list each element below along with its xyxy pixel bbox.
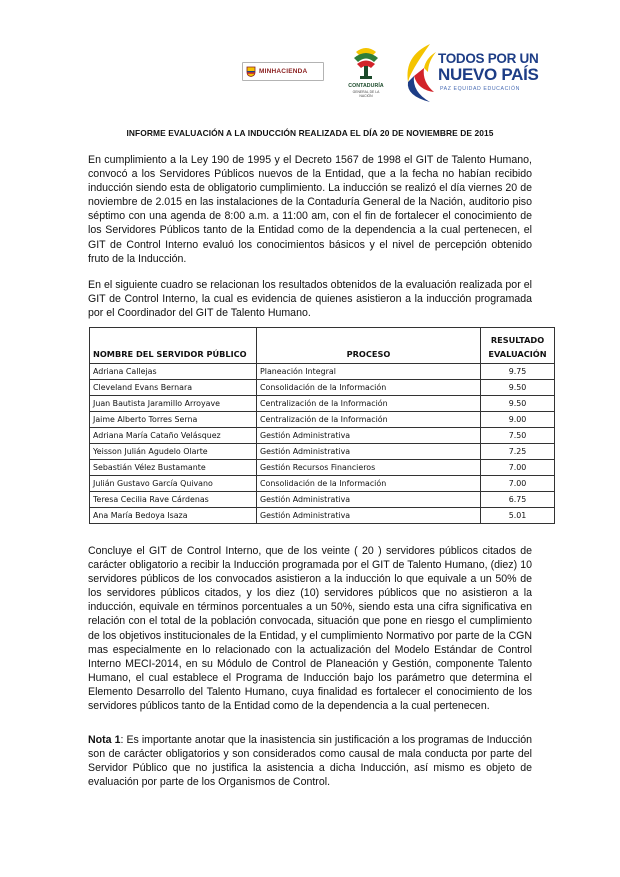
todos-line-2: NUEVO PAÍS — [438, 65, 539, 84]
header-logos — [0, 30, 620, 110]
cell-name: Juan Bautista Jaramillo Arroyave — [90, 396, 257, 412]
cell-result: 9.00 — [481, 412, 555, 428]
todos-por-un-nuevo-pais-logo — [400, 42, 540, 108]
header-name: NOMBRE DEL SERVIDOR PÚBLICO — [90, 328, 257, 364]
cell-name: Yeisson Julián Agudelo Olarte — [90, 444, 257, 460]
table-row — [90, 428, 555, 444]
header-result: RESULTADO EVALUACIÓN — [481, 328, 555, 364]
table-row — [90, 396, 555, 412]
cell-process: Gestión Administrativa — [257, 428, 481, 444]
cell-result: 7.00 — [481, 476, 555, 492]
cell-process: Centralización de la Información — [257, 412, 481, 428]
cell-name: Adriana Callejas — [90, 364, 257, 380]
table-row — [90, 380, 555, 396]
cell-result: 7.50 — [481, 428, 555, 444]
cell-result: 5.01 — [481, 508, 555, 524]
cell-process: Centralización de la Información — [257, 396, 481, 412]
cell-process: Gestión Recursos Financieros — [257, 460, 481, 476]
document-title: INFORME EVALUACIÓN A LA INDUCCIÓN REALIZADA EL DÍA 20 DE NOVIEMBRE DE 2015 — [126, 128, 494, 138]
intro-paragraph: En cumplimiento a la Ley 190 de 1995 y el Decreto 1567 de 1998 el GIT de Talento Humano, convocó a los Servidores Públicos nuevos de la Entidad, que a la fecha no habían recibido inducción siendo esta de obligatorio cumplimiento. La inducción se realizó el día viernes 20 de noviembre de 2.015 en las instalaciones de la Contaduría General de la Nación, auditorio piso séptimo con una agenda de 8:00 a.m. a 11:00 am, con el fin de fortalecer el conocimiento de los Servidores Públicos tanto de la Entidad como de la dependencia a la cual pertenecen, el GIT de Control Interno evaluó los conocimientos básicos y el nivel de percepción obtenido fruto de la Inducción. — [88, 154, 532, 265]
header-process: PROCESO — [257, 328, 481, 364]
cell-result: 9.50 — [481, 380, 555, 396]
table-row — [90, 508, 555, 524]
cell-process: Consolidación de la Información — [257, 380, 481, 396]
table-row — [90, 460, 555, 476]
contaduria-name: CONTADURÍA — [348, 83, 384, 89]
coat-of-arms-icon — [246, 66, 256, 77]
contaduria-subtitle: GENERAL DE LA NACIÓN — [352, 90, 380, 98]
todos-line-1: TODOS POR UN — [438, 51, 539, 66]
table-header-row — [90, 328, 555, 364]
table-row — [90, 412, 555, 428]
cell-name: Jaime Alberto Torres Serna — [90, 412, 257, 428]
table-row — [90, 492, 555, 508]
cell-name: Ana María Bedoya Isaza — [90, 508, 257, 524]
cell-result: 6.75 — [481, 492, 555, 508]
cell-name: Teresa Cecilia Rave Cárdenas — [90, 492, 257, 508]
cell-process: Gestión Administrativa — [257, 508, 481, 524]
nota-paragraph — [88, 733, 532, 789]
cell-result: 9.75 — [481, 364, 555, 380]
nota-label: Nota 1 — [88, 734, 121, 746]
table-row — [90, 364, 555, 380]
cell-process: Planeación Integral — [257, 364, 481, 380]
cell-name: Julián Gustavo García Quivano — [90, 476, 257, 492]
tricolor-swoosh-icon — [400, 42, 438, 104]
contaduria-logo — [346, 46, 386, 104]
table-row — [90, 444, 555, 460]
table-row — [90, 476, 555, 492]
contaduria-mark-icon — [352, 46, 380, 82]
cell-process: Consolidación de la Información — [257, 476, 481, 492]
cell-result: 9.50 — [481, 396, 555, 412]
cell-result: 7.00 — [481, 460, 555, 476]
todos-line-3: PAZ EQUIDAD EDUCACIÓN — [440, 86, 520, 92]
cell-name: Adriana María Cataño Velásquez — [90, 428, 257, 444]
cell-process: Gestión Administrativa — [257, 492, 481, 508]
cell-result: 7.25 — [481, 444, 555, 460]
cell-process: Gestión Administrativa — [257, 444, 481, 460]
table-intro-paragraph: En el siguiente cuadro se relacionan los resultados obtenidos de la evaluación realizada por el GIT de Control Interno, la cual es evidencia de quienes asistieron a la inducción programada por el Coordinador del GIT de Talento Humano. — [88, 279, 532, 320]
cell-name: Sebastián Vélez Bustamante — [90, 460, 257, 476]
results-table — [89, 327, 555, 524]
nota-text: : Es importante anotar que la inasistencia sin justificación a los programas de Inducción son de carácter obligatorios y son considerados como causal de mala conducta por parte del Servidor Público que no justifica la asistencia a dicha Inducción, así mismo es objeto de evaluación por parte de los Organismos de Control. — [88, 734, 532, 789]
minhacienda-text: MINHACIENDA — [259, 68, 308, 75]
conclusion-paragraph: Concluye el GIT de Control Interno, que de los veinte ( 20 ) servidores públicos citados de carácter obligatorio a recibir la Inducción programada por el GIT de Talento Humano, (diez) 10 servidores públicos de los convocados asistieron a la inducción lo que equivale a un 50% de los servidores públicos citados, y los diez (10) servidores públicos que no asistieron a la inducción, equivale en términos porcentuales a un 50%, siendo esta una cifra significativa en relación con el total de la población convocada, situación que pone en riesgo el cumplimiento de los objetivos institucionales de la Entidad, y el cumplimiento Normativo por parte de la CGN mas especialmente en lo relacionado con la actualización del Modelo Estándar de Control Interno MECI-2014, en su Módulo de Control de Planeación y Gestión, componente Talento Humano, el cual establece el Programa de Inducción bajo los parámetro que determina el Elemento Desarrollo del Talento Humano, cuya finalidad es fortalecer el conocimiento de los servidores públicos tanto de la Entidad como de la dependencia a la cual pertenecen. — [88, 545, 532, 713]
cell-name: Cleveland Evans Bernara — [90, 380, 257, 396]
minhacienda-logo — [242, 62, 324, 81]
